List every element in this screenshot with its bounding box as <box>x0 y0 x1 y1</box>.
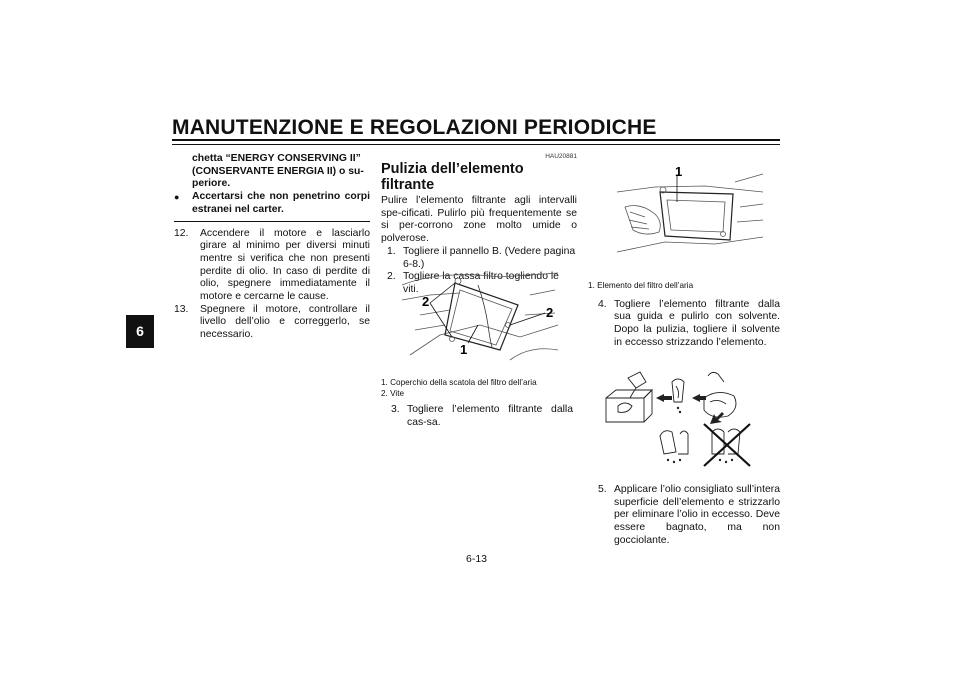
page-number: 6-13 <box>466 553 488 565</box>
figure-caption-2: 2. Vite <box>381 388 405 398</box>
page-title: MANUTENZIONE E REGOLAZIONI PERIODICHE <box>172 116 657 139</box>
figure-label-element: 1 <box>675 164 683 179</box>
column-3-lower <box>588 484 784 548</box>
step-4: 4. Togliere l’elemento filtrante dalla sua guida e pulirlo con solvente. Dopo la pulizia, togliere il solvente in eccesso strizzando l’elemento. <box>598 298 780 348</box>
warning-continuation: chetta “ENERGY CONSERVING II” (CONSERVANTE ENERGIA II) o su- periore. <box>192 153 364 190</box>
section-code: HAU20881 <box>545 153 577 160</box>
column-3 <box>588 281 784 349</box>
title-rule-thin <box>172 144 780 145</box>
step-2: 2. Togliere la cassa filtro togliendo le viti. <box>387 271 559 295</box>
air-filter-element-illustration <box>615 162 765 262</box>
chapter-tab: 6 <box>126 315 154 348</box>
figure-label-2a: 2 <box>422 294 430 309</box>
step-12: 12. Accendere il motore e lasciarlo girare al minimo per diversi minuti mentre si verifica che non presenti perdite di olio. In caso di perdite di olio, spegnere immediatamente il motore e cercarne le cause. <box>174 227 370 303</box>
figure-caption-1: 1. Coperchio della scatola del filtro dell’aria <box>381 378 537 387</box>
column-2-lower <box>381 378 577 429</box>
column-1 <box>174 153 370 342</box>
figure-label-2b: 2 <box>546 305 554 320</box>
step-1: 1. Togliere il pannello B. (Vedere pagina 6-8.) <box>387 245 576 270</box>
warning-end-rule <box>174 221 370 222</box>
cleaning-procedure-illustration <box>600 368 760 468</box>
air-filter-case-illustration <box>400 265 560 365</box>
section-heading: Pulizia dell’elemento filtrante <box>381 161 524 193</box>
warning-bullet: ● Accertarsi che non penetrino corpi estranei nel carter. <box>174 191 370 215</box>
step-3: 3. Togliere l’elemento filtrante dalla cas-sa. <box>391 404 573 428</box>
figure-label-1: 1 <box>460 342 468 357</box>
figure-caption-element: 1. Elemento del filtro dell’aria <box>588 281 694 290</box>
bullet-icon: ● <box>174 192 180 203</box>
title-rule-thick <box>172 139 780 141</box>
intro-paragraph: Pulire l’elemento filtrante agli intervalli spe-cificati. Pulirlo più frequentemente se si per-corrono zone molto umide o polverose. <box>381 195 577 245</box>
step-5: 5. Applicare l’olio consigliato sull’intera superficie dell’elemento e strizzarlo per eliminare l’olio in eccesso. Deve essere bagnato, ma non gocciolante. <box>598 484 780 546</box>
step-13: 13. Spegnere il motore, controllare il livello dell’olio e correggerlo, se necessario. <box>174 303 370 341</box>
